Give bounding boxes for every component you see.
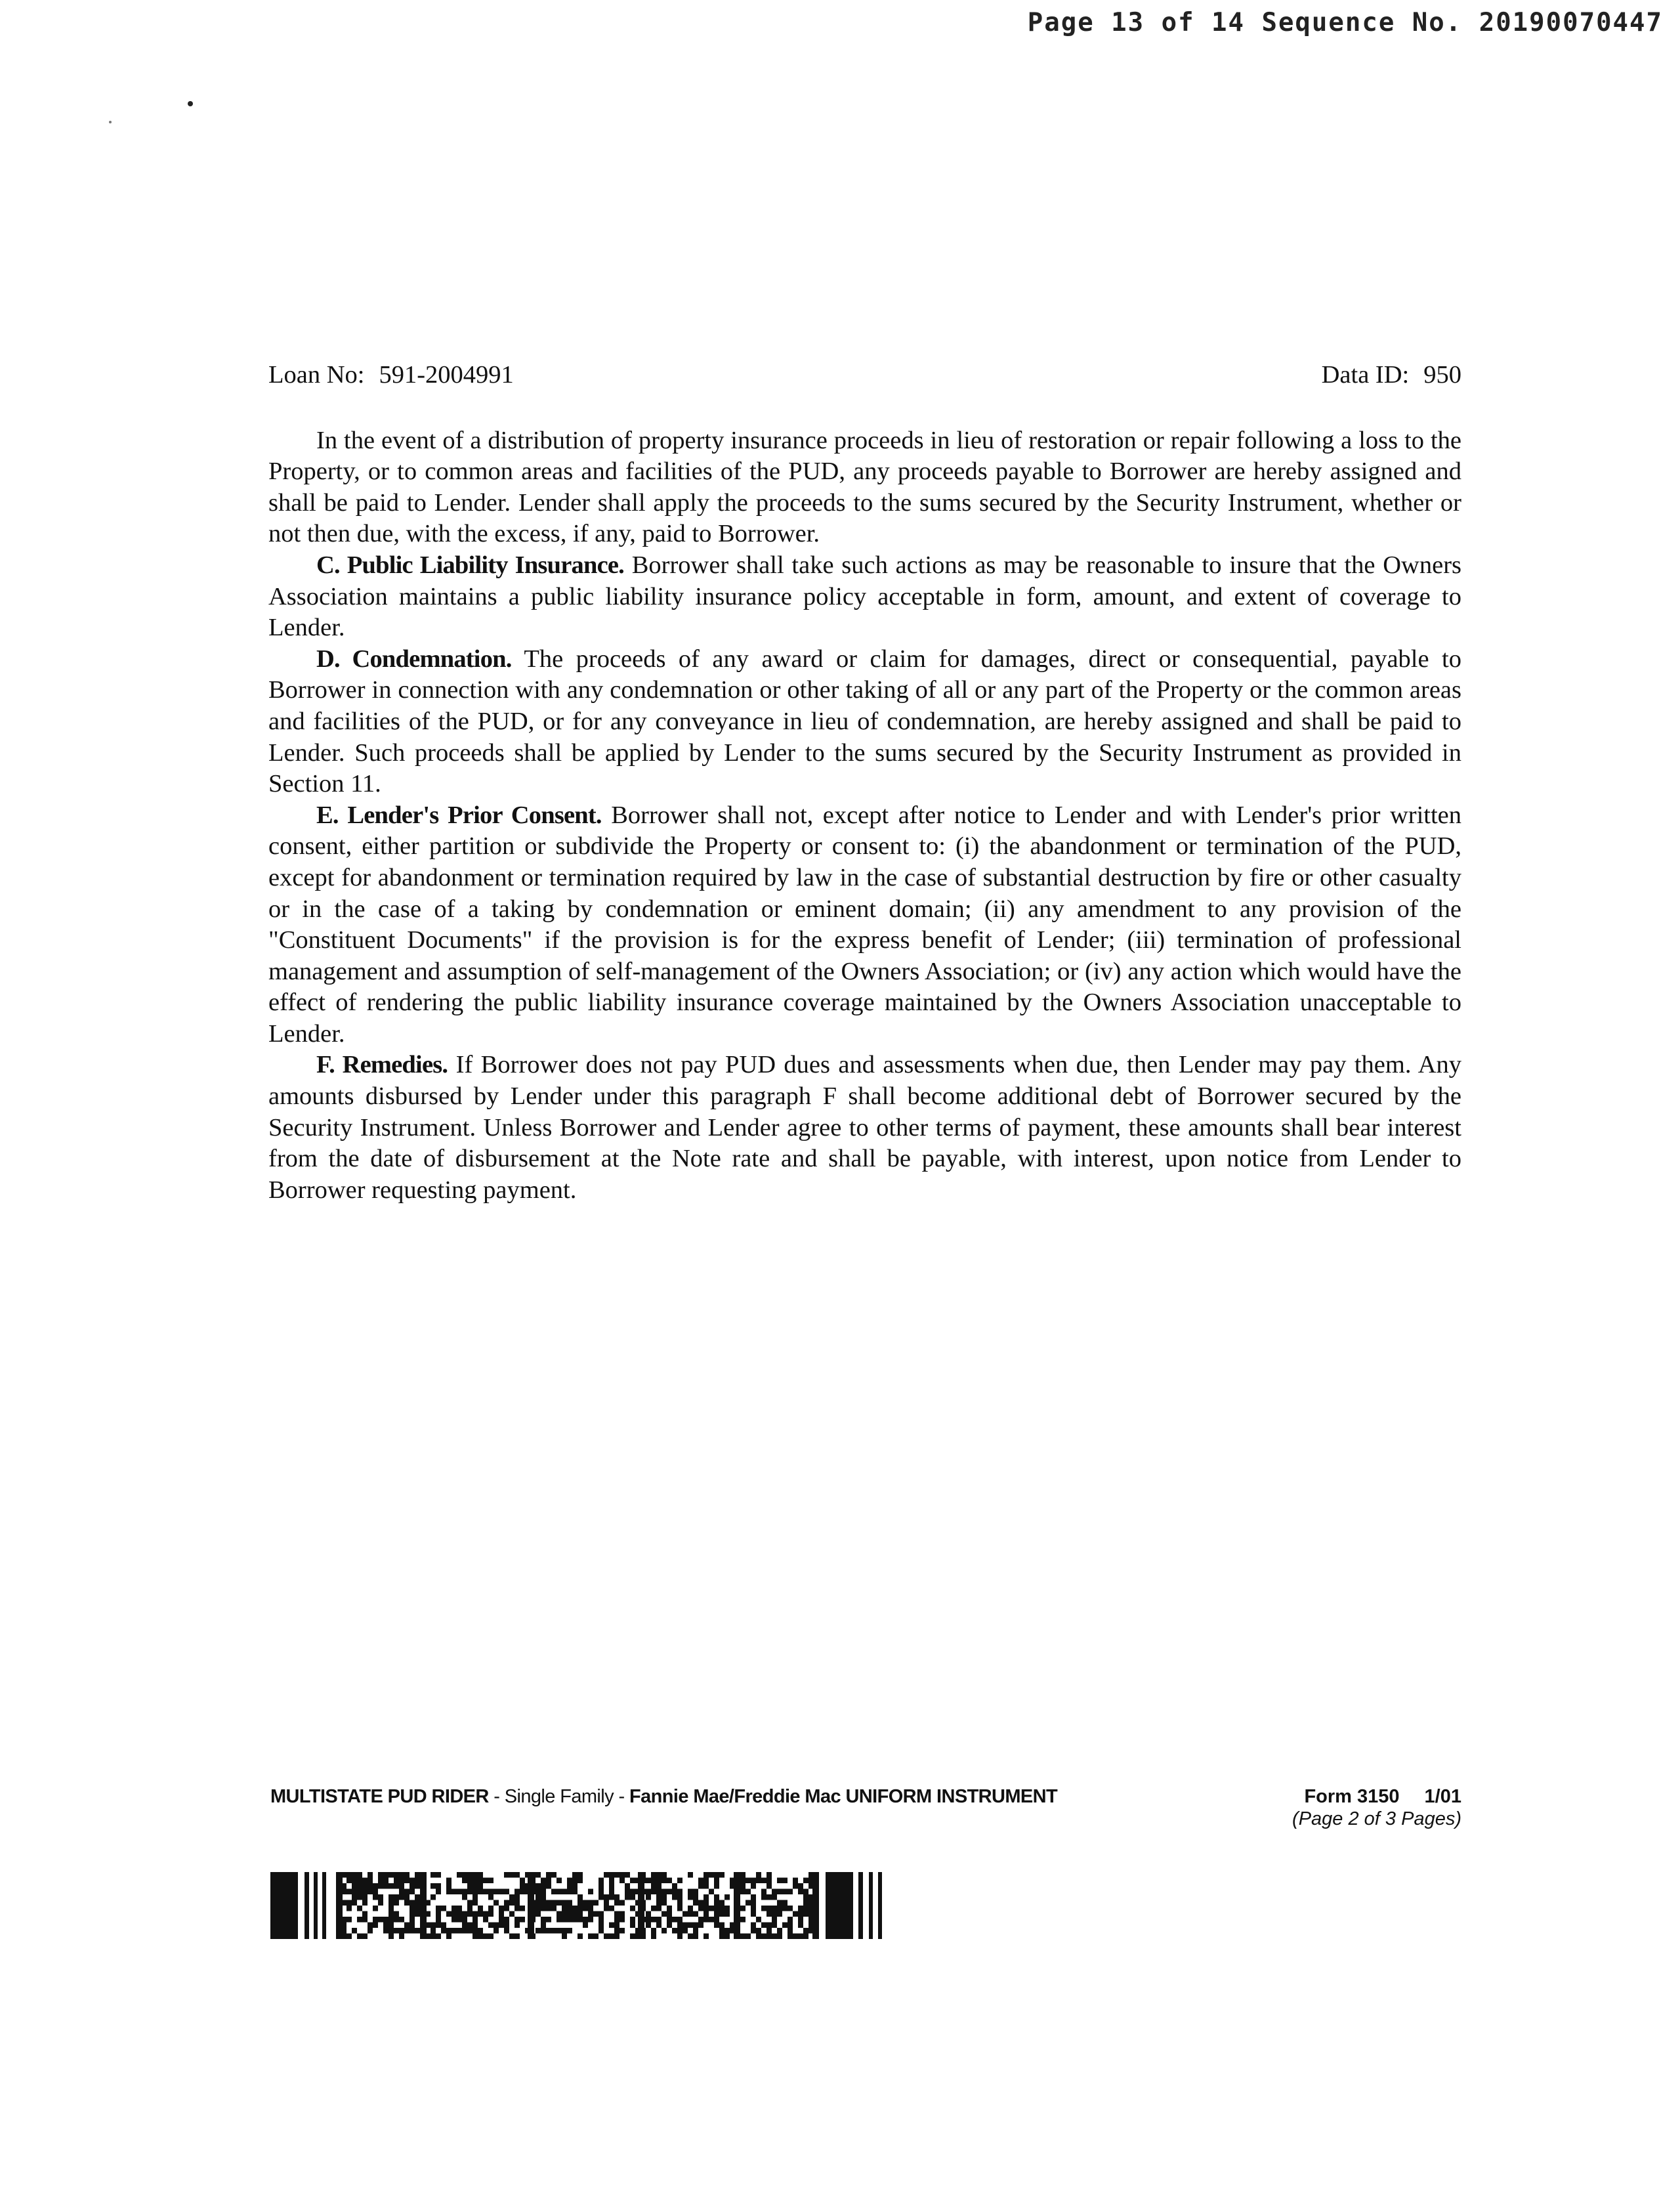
condemnation-text: The proceeds of any award or claim for damages, direct or consequential, payable to Borrower in connection with any condemnation or other taking of all or any part of the Property or the common areas and facilities of the PUD, or for any conveyance in lieu of condemnation, are hereby assigned and shall be paid to Lender. Such proceeds shall be applied by Lender to the sums secured by the Security Instrument as provided in Section 11. [268,645,1461,798]
prior-consent-heading: E. Lender's Prior Consent. [316,801,602,829]
uniform-instrument-label: Fannie Mae/Freddie Mac UNIFORM INSTRUMENT [629,1786,1058,1807]
data-id-value: 950 [1423,361,1461,389]
insurance-proceeds-paragraph: In the event of a distribution of property insurance proceeds in lieu of restoration or repair following a loss to the Property, or to common areas and facilities of the PUD, any proceeds payable to Borrower are hereby assigned and shall be paid to Lender. Lender shall apply the proceeds to the sums secured by the Security Instrument, whether or not then due, with the excess, if any, paid to Borrower. [268,426,1461,548]
loan-header [268,360,1461,391]
data-id-label: Data ID: [1321,361,1410,389]
data-id-block [1322,360,1461,391]
page-count: (Page 2 of 3 Pages) [1292,1808,1461,1829]
footer-separator: - [614,1786,629,1807]
remedies-heading: F. Remedies. [316,1051,448,1079]
condemnation-heading: D. Condemnation. [316,645,512,673]
document-body [268,360,1461,1206]
page-sequence-stamp: Page 13 of 14 Sequence No. 20190070447 [1027,8,1663,37]
form-number-block [1292,1785,1461,1830]
public-liability-paragraph [268,550,1461,644]
condemnation-paragraph [268,644,1461,800]
loan-number-block [268,360,514,391]
document-barcode [270,1872,896,1939]
form-id: Form 3150 [1304,1786,1400,1807]
remedies-text: If Borrower does not pay PUD dues and assessments when due, then Lender may pay them. Any amounts disbursed by Lender under this paragraph F shall become additional debt of Borrower secured by the Security Instrument. Unless Borrower and Lender agree to other terms of payment, these amounts shall bear interest from the date of disbursement at the Note rate and shall be payable, with interest, upon notice from Lender to Borrower requesting payment. [268,1051,1461,1204]
footer-separator: - [488,1786,505,1807]
loan-number-label: Loan No: [268,361,365,389]
remedies-paragraph [268,1050,1461,1206]
loan-number-value: 591-2004991 [379,361,514,389]
prior-consent-text: Borrower shall not, except after notice to Lender and with Lender's prior written consent, either partition or subdivide the Property or consent to: (i) the abandonment or termination of the PUD, except for abandonment or termination required by law in the case of substantial destruction by fire or other casualty or in the case of a taking by condemnation or eminent domain; (ii) any amendment to any provision of the "Constituent Documents" if the provision is for the express benefit of Lender; (iii) termination of professional management and assumption of self-management of the Owners Association; or (iv) any action which would have the effect of rendering the public liability insurance coverage maintained by the Owners Association unacceptable to Lender. [268,801,1461,1048]
public-liability-text: Borrower shall take such actions as may be reasonable to insure that the Owners Association maintains a public liability insurance policy acceptable in form, amount, and extent of coverage to Lender. [268,551,1462,642]
single-family-label: Single Family [504,1786,614,1807]
public-liability-heading: C. Public Liability Insurance. [316,551,624,579]
form-title [270,1785,1057,1808]
scan-speck [188,101,193,106]
scan-speck [109,121,112,123]
form-date: 1/01 [1424,1786,1461,1807]
rider-title: MULTISTATE PUD RIDER [270,1786,489,1807]
prior-consent-paragraph [268,800,1461,1050]
form-number [1292,1785,1461,1808]
